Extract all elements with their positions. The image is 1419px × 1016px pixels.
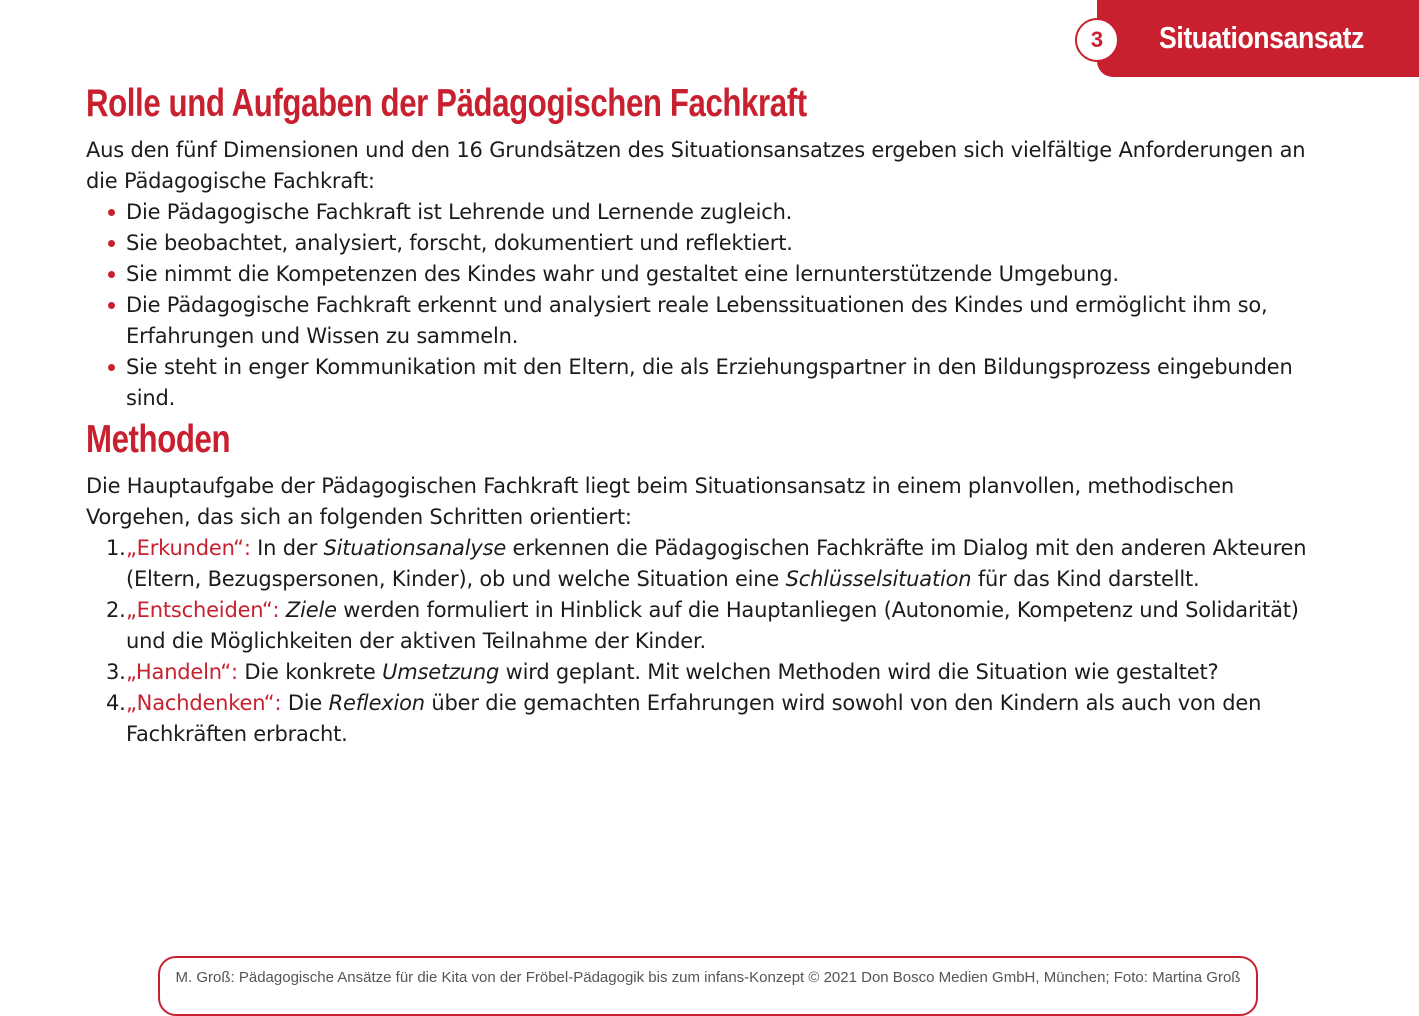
list-item-text: Sie beobachtet, analysiert, forscht, dokumentiert und reflektiert. [126, 231, 793, 255]
step-text: für das Kind darstellt. [971, 567, 1200, 591]
list-item [86, 228, 1336, 259]
methods-intro-paragraph: Die Hauptaufgabe der Pädagogischen Fachkraft liegt beim Situationsansatz in einem planvollen, methodischen Vorgehen, das sich an folgenden Schritten orientiert: [86, 474, 1234, 529]
bullet-icon [108, 209, 115, 216]
step-text: über die gemachten Erfahrungen wird sowohl von den Kindern als auch von den Fachkräften erbracht. [126, 691, 1262, 746]
step-text: Die [281, 691, 329, 715]
step-term: „Nachdenken“: [126, 691, 282, 715]
step-item [86, 533, 1336, 595]
list-item [86, 352, 1336, 414]
bullet-icon [108, 271, 115, 278]
section-heading-role: Rolle und Aufgaben der Pädagogischen Fachkraft [86, 82, 807, 125]
step-term: „Entscheiden“: [126, 598, 280, 622]
step-item [86, 595, 1336, 657]
bullet-icon [108, 240, 115, 247]
step-emphasis: Schlüsselsituation [785, 567, 972, 591]
methods-step-list [86, 533, 1336, 750]
list-item-text: Sie nimmt die Kompetenzen des Kindes wahr und gestaltet eine lernunterstützende Umgebung. [126, 262, 1119, 286]
step-text: wird geplant. Mit welchen Methoden wird die Situation wie gestaltet? [499, 660, 1219, 684]
chapter-tab [1090, 0, 1419, 77]
role-intro-paragraph: Aus den fünf Dimensionen und den 16 Grundsätzen des Situationsansatzes ergeben sich vielfältige Anforderungen an die Pädagogische Fachkraft: [86, 138, 1306, 193]
footer-credit-box [158, 956, 1258, 1016]
role-bullet-list [86, 197, 1336, 414]
step-text: Die konkrete [237, 660, 383, 684]
step-emphasis: Reflexion [328, 691, 425, 715]
step-text: erkennen die Pädagogischen Fachkräfte im Dialog mit den anderen Akteuren (Eltern, Bezugspersonen, Kinder), ob und welche Situation eine [126, 536, 1307, 591]
page-content [86, 78, 1336, 750]
list-item-text: Die Pädagogische Fachkraft erkennt und analysiert reale Lebenssituationen des Kindes und ermöglicht ihm so, Erfahrungen und Wissen zu sammeln. [126, 293, 1268, 348]
list-item-text: Die Pädagogische Fachkraft ist Lehrende und Lernende zugleich. [126, 200, 793, 224]
footer-credit-text: M. Groß: Pädagogische Ansätze für die Kita von der Fröbel-Pädagogik bis zum infans-Konzept © 2021 Don Bosco Medien GmbH, München; Foto: Martina Groß [175, 969, 1241, 986]
step-number: 1. [106, 536, 126, 560]
step-text: In der [250, 536, 324, 560]
step-item [86, 657, 1336, 688]
list-item-text: Sie steht in enger Kommunikation mit den Eltern, die als Erziehungspartner in den Bildungsprozess eingebunden sind. [126, 355, 1293, 410]
list-item [86, 197, 1336, 228]
section-heading-methods: Methoden [86, 418, 231, 461]
chapter-title: Situationsansatz [1159, 20, 1364, 55]
step-number: 2. [106, 598, 126, 622]
step-term: „Handeln“: [126, 660, 238, 684]
step-term: „Erkunden“: [126, 536, 251, 560]
list-item [86, 290, 1336, 352]
step-emphasis: Umsetzung [382, 660, 500, 684]
list-item [86, 259, 1336, 290]
step-item [86, 688, 1336, 750]
step-emphasis: Ziele [285, 598, 337, 622]
step-emphasis: Situationsanalyse [323, 536, 507, 560]
step-text: werden formuliert in Hinblick auf die Hauptanliegen (Autonomie, Kompetenz und Solidarität) und die Möglichkeiten der aktiven Teilnahme der Kinder. [126, 598, 1299, 653]
bullet-icon [108, 302, 115, 309]
chapter-number-badge: 3 [1075, 18, 1119, 62]
bullet-icon [108, 364, 115, 371]
step-number: 4. [106, 691, 126, 715]
step-number: 3. [106, 660, 126, 684]
